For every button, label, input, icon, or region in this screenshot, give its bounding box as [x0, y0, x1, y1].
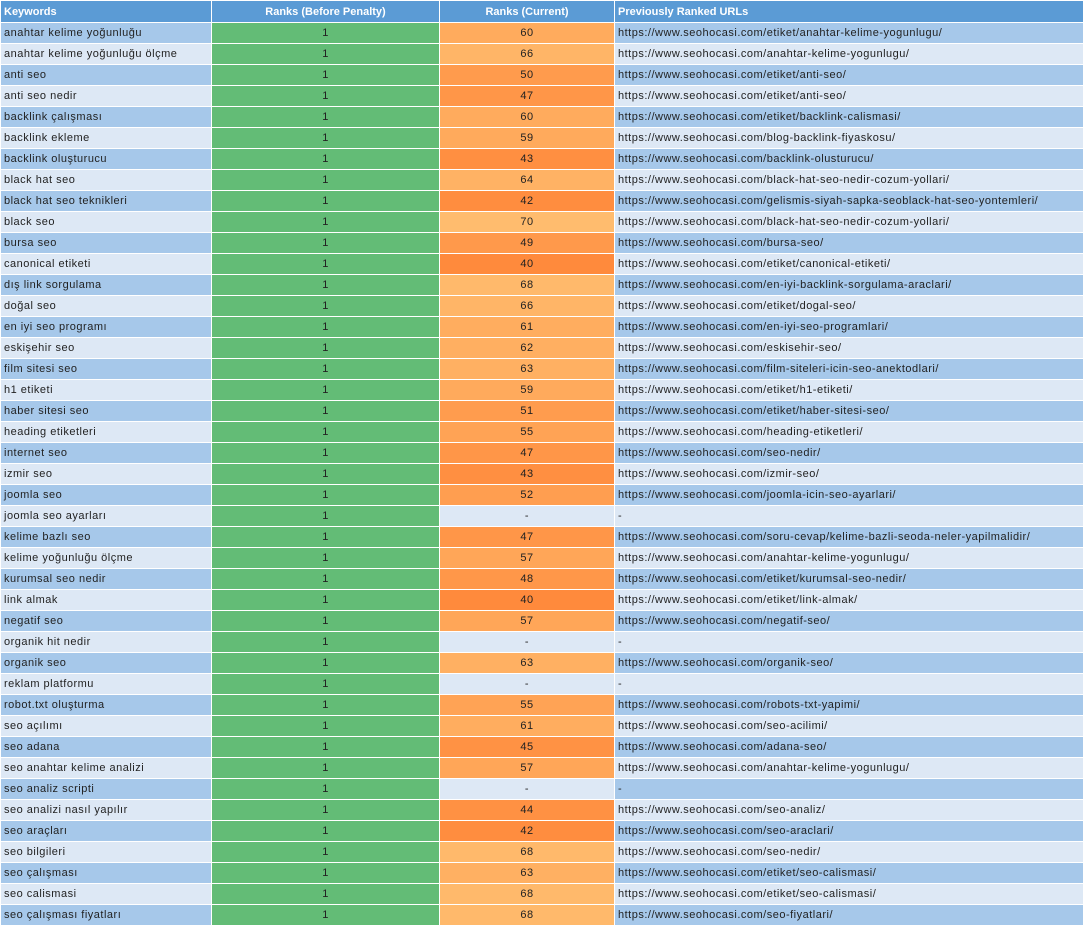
keyword-cell[interactable]: backlink çalışması: [1, 107, 212, 128]
table-row: [1, 695, 1083, 716]
table-row: [1, 401, 1083, 422]
table-row: [1, 737, 1083, 758]
rank-before-cell[interactable]: 1: [212, 191, 440, 212]
ranked-url-cell[interactable]: https://www.seohocasi.com/joomla-icin-seo-ayarlari/: [615, 485, 1083, 506]
rank-current-cell[interactable]: 59: [440, 380, 615, 401]
rank-before-cell[interactable]: 1: [212, 338, 440, 359]
table-row: [1, 884, 1083, 905]
rank-current-cell[interactable]: 66: [440, 44, 615, 65]
ranked-url-cell[interactable]: https://www.seohocasi.com/soru-cevap/kelime-bazli-seoda-neler-yapilmalidir/: [615, 527, 1083, 548]
ranked-url-cell[interactable]: https://www.seohocasi.com/organik-seo/: [615, 653, 1083, 674]
ranked-url-cell[interactable]: https://www.seohocasi.com/etiket/dogal-seo/: [615, 296, 1083, 317]
table-row: [1, 422, 1083, 443]
keyword-cell[interactable]: kelime yoğunluğu ölçme: [1, 548, 212, 569]
rank-current-cell[interactable]: 57: [440, 758, 615, 779]
rank-before-cell[interactable]: 1: [212, 611, 440, 632]
rank-before-cell[interactable]: 1: [212, 65, 440, 86]
table-row: [1, 758, 1083, 779]
table-row: [1, 716, 1083, 737]
rank-before-cell[interactable]: 1: [212, 737, 440, 758]
table-row: [1, 44, 1083, 65]
keyword-cell[interactable]: seo anahtar kelime analizi: [1, 758, 212, 779]
rank-before-cell[interactable]: 1: [212, 464, 440, 485]
ranked-url-cell[interactable]: https://www.seohocasi.com/backlink-olusturucu/: [615, 149, 1083, 170]
ranked-url-cell[interactable]: https://www.seohocasi.com/robots-txt-yapimi/: [615, 695, 1083, 716]
ranked-url-cell[interactable]: https://www.seohocasi.com/en-iyi-seo-programlari/: [615, 317, 1083, 338]
ranked-url-cell[interactable]: https://www.seohocasi.com/eskisehir-seo/: [615, 338, 1083, 359]
keyword-cell[interactable]: internet seo: [1, 443, 212, 464]
ranked-url-cell[interactable]: https://www.seohocasi.com/seo-araclari/: [615, 821, 1083, 842]
rank-current-cell[interactable]: 42: [440, 821, 615, 842]
rank-current-cell[interactable]: 55: [440, 422, 615, 443]
keyword-cell[interactable]: izmir seo: [1, 464, 212, 485]
keyword-cell[interactable]: seo calismasi: [1, 884, 212, 905]
keyword-cell[interactable]: heading etiketleri: [1, 422, 212, 443]
rank-current-cell[interactable]: 60: [440, 23, 615, 44]
ranked-url-cell[interactable]: -: [615, 779, 1083, 800]
rank-current-cell[interactable]: 68: [440, 275, 615, 296]
rank-before-cell[interactable]: 1: [212, 170, 440, 191]
rank-current-cell[interactable]: 62: [440, 338, 615, 359]
rank-before-cell[interactable]: 1: [212, 800, 440, 821]
rank-current-cell[interactable]: 64: [440, 170, 615, 191]
ranked-url-cell[interactable]: https://www.seohocasi.com/adana-seo/: [615, 737, 1083, 758]
ranked-url-cell[interactable]: https://www.seohocasi.com/izmir-seo/: [615, 464, 1083, 485]
table-row: [1, 107, 1083, 128]
table-row: [1, 863, 1083, 884]
rank-current-cell[interactable]: 50: [440, 65, 615, 86]
ranked-url-cell[interactable]: https://www.seohocasi.com/etiket/link-almak/: [615, 590, 1083, 611]
rank-current-cell[interactable]: 66: [440, 296, 615, 317]
table-row: [1, 443, 1083, 464]
ranked-url-cell[interactable]: https://www.seohocasi.com/anahtar-kelime-yogunlugu/: [615, 548, 1083, 569]
keywords-header[interactable]: Keywords: [1, 1, 212, 23]
table-row: [1, 296, 1083, 317]
ranked-url-cell[interactable]: https://www.seohocasi.com/seo-nedir/: [615, 842, 1083, 863]
rank-before-cell[interactable]: 1: [212, 653, 440, 674]
rank-before-cell[interactable]: 1: [212, 569, 440, 590]
keyword-cell[interactable]: joomla seo: [1, 485, 212, 506]
ranked-url-cell[interactable]: https://www.seohocasi.com/etiket/anahtar-kelime-yogunlugu/: [615, 23, 1083, 44]
rank-before-cell[interactable]: 1: [212, 884, 440, 905]
keyword-cell[interactable]: eskişehir seo: [1, 338, 212, 359]
ranked-url-cell[interactable]: https://www.seohocasi.com/black-hat-seo-nedir-cozum-yollari/: [615, 212, 1083, 233]
rank-current-cell[interactable]: 61: [440, 317, 615, 338]
keyword-cell[interactable]: en iyi seo programı: [1, 317, 212, 338]
ranked-url-cell[interactable]: https://www.seohocasi.com/heading-etiketleri/: [615, 422, 1083, 443]
ranked-url-cell[interactable]: https://www.seohocasi.com/etiket/backlink-calismasi/: [615, 107, 1083, 128]
header-row: [1, 1, 1083, 23]
rank-before-cell[interactable]: 1: [212, 716, 440, 737]
table-row: [1, 65, 1083, 86]
ranked-url-cell[interactable]: https://www.seohocasi.com/etiket/seo-calismasi/: [615, 884, 1083, 905]
keyword-cell[interactable]: seo analizi nasıl yapılır: [1, 800, 212, 821]
table-row: [1, 464, 1083, 485]
rank-current-cell[interactable]: 44: [440, 800, 615, 821]
keyword-cell[interactable]: reklam platformu: [1, 674, 212, 695]
keyword-cell[interactable]: kelime bazlı seo: [1, 527, 212, 548]
rank-before-header[interactable]: Ranks (Before Penalty): [212, 1, 440, 23]
rank-current-cell[interactable]: 68: [440, 905, 615, 926]
rank-current-cell[interactable]: 57: [440, 548, 615, 569]
rank-current-cell[interactable]: 57: [440, 611, 615, 632]
rank-before-cell[interactable]: 1: [212, 758, 440, 779]
table-row: [1, 611, 1083, 632]
rank-before-cell[interactable]: 1: [212, 212, 440, 233]
ranked-url-cell[interactable]: https://www.seohocasi.com/seo-acilimi/: [615, 716, 1083, 737]
rank-before-cell[interactable]: 1: [212, 317, 440, 338]
keyword-cell[interactable]: seo çalışması: [1, 863, 212, 884]
table-row: [1, 779, 1083, 800]
keyword-cell[interactable]: h1 etiketi: [1, 380, 212, 401]
keyword-cell[interactable]: seo analiz scripti: [1, 779, 212, 800]
table-row: [1, 674, 1083, 695]
ranked-url-cell[interactable]: -: [615, 632, 1083, 653]
table-row: [1, 632, 1083, 653]
table-row: [1, 128, 1083, 149]
rank-before-cell[interactable]: 1: [212, 380, 440, 401]
table-row: [1, 275, 1083, 296]
ranked-url-cell[interactable]: https://www.seohocasi.com/gelismis-siyah-sapka-seoblack-hat-seo-yontemleri/: [615, 191, 1083, 212]
ranked-url-cell[interactable]: https://www.seohocasi.com/etiket/anti-seo/: [615, 65, 1083, 86]
ranked-url-cell[interactable]: https://www.seohocasi.com/anahtar-kelime-yogunlugu/: [615, 44, 1083, 65]
rank-current-header[interactable]: Ranks (Current): [440, 1, 615, 23]
rank-current-cell[interactable]: 42: [440, 191, 615, 212]
rank-before-cell[interactable]: 1: [212, 485, 440, 506]
rank-before-cell[interactable]: 1: [212, 905, 440, 926]
keyword-cell[interactable]: robot.txt oluşturma: [1, 695, 212, 716]
keyword-cell[interactable]: organik hit nedir: [1, 632, 212, 653]
table-row: [1, 317, 1083, 338]
keyword-cell[interactable]: joomla seo ayarları: [1, 506, 212, 527]
keyword-cell[interactable]: anahtar kelime yoğunluğu ölçme: [1, 44, 212, 65]
rank-current-cell[interactable]: 61: [440, 716, 615, 737]
table-row: [1, 338, 1083, 359]
table-row: [1, 821, 1083, 842]
ranked-url-cell[interactable]: https://www.seohocasi.com/etiket/h1-etiketi/: [615, 380, 1083, 401]
rank-current-cell[interactable]: 40: [440, 590, 615, 611]
rank-before-cell[interactable]: 1: [212, 590, 440, 611]
ranked-url-cell[interactable]: https://www.seohocasi.com/etiket/kurumsal-seo-nedir/: [615, 569, 1083, 590]
rank-before-cell[interactable]: 1: [212, 359, 440, 380]
table-row: [1, 212, 1083, 233]
rank-before-cell[interactable]: 1: [212, 86, 440, 107]
table-row: [1, 170, 1083, 191]
table-row: [1, 590, 1083, 611]
rank-current-cell[interactable]: 59: [440, 128, 615, 149]
keyword-cell[interactable]: doğal seo: [1, 296, 212, 317]
table-row: [1, 548, 1083, 569]
keyword-cell[interactable]: black seo: [1, 212, 212, 233]
rank-current-cell[interactable]: -: [440, 632, 615, 653]
rank-current-cell[interactable]: 45: [440, 737, 615, 758]
table-row: [1, 653, 1083, 674]
rank-current-cell[interactable]: 47: [440, 86, 615, 107]
rank-current-cell[interactable]: -: [440, 674, 615, 695]
table-row: [1, 842, 1083, 863]
rank-before-cell[interactable]: 1: [212, 821, 440, 842]
ranked-url-cell[interactable]: https://www.seohocasi.com/etiket/canonical-etiketi/: [615, 254, 1083, 275]
rank-before-cell[interactable]: 1: [212, 695, 440, 716]
keyword-cell[interactable]: black hat seo teknikleri: [1, 191, 212, 212]
rank-current-cell[interactable]: 48: [440, 569, 615, 590]
ranked-url-cell[interactable]: https://www.seohocasi.com/etiket/anti-seo/: [615, 86, 1083, 107]
rank-before-cell[interactable]: 1: [212, 842, 440, 863]
ranked-url-cell[interactable]: https://www.seohocasi.com/bursa-seo/: [615, 233, 1083, 254]
ranked-url-cell[interactable]: -: [615, 674, 1083, 695]
ranked-url-cell[interactable]: https://www.seohocasi.com/seo-analiz/: [615, 800, 1083, 821]
rank-before-cell[interactable]: 1: [212, 23, 440, 44]
keyword-cell[interactable]: film sitesi seo: [1, 359, 212, 380]
rank-before-cell[interactable]: 1: [212, 275, 440, 296]
rank-current-cell[interactable]: 60: [440, 107, 615, 128]
rank-before-cell[interactable]: 1: [212, 149, 440, 170]
rank-before-cell[interactable]: 1: [212, 863, 440, 884]
ranked-url-cell[interactable]: https://www.seohocasi.com/film-siteleri-icin-seo-anektodlari/: [615, 359, 1083, 380]
rank-before-cell[interactable]: 1: [212, 674, 440, 695]
ranked-url-cell[interactable]: https://www.seohocasi.com/negatif-seo/: [615, 611, 1083, 632]
ranked-url-cell[interactable]: https://www.seohocasi.com/seo-fiyatlari/: [615, 905, 1083, 926]
keyword-cell[interactable]: black hat seo: [1, 170, 212, 191]
rank-current-cell[interactable]: 40: [440, 254, 615, 275]
table-row: [1, 569, 1083, 590]
ranked-url-cell[interactable]: https://www.seohocasi.com/black-hat-seo-nedir-cozum-yollari/: [615, 170, 1083, 191]
rank-before-cell[interactable]: 1: [212, 506, 440, 527]
rank-current-cell[interactable]: 49: [440, 233, 615, 254]
rank-current-cell[interactable]: 52: [440, 485, 615, 506]
rank-before-cell[interactable]: 1: [212, 632, 440, 653]
table-row: [1, 86, 1083, 107]
rank-current-cell[interactable]: -: [440, 506, 615, 527]
keyword-cell[interactable]: canonical etiketi: [1, 254, 212, 275]
table-row: [1, 233, 1083, 254]
rank-current-cell[interactable]: 55: [440, 695, 615, 716]
keyword-cell[interactable]: anti seo nedir: [1, 86, 212, 107]
keyword-cell[interactable]: negatif seo: [1, 611, 212, 632]
rank-before-cell[interactable]: 1: [212, 296, 440, 317]
keyword-cell[interactable]: organik seo: [1, 653, 212, 674]
ranked-url-cell[interactable]: https://www.seohocasi.com/seo-nedir/: [615, 443, 1083, 464]
keyword-cell[interactable]: seo adana: [1, 737, 212, 758]
rank-current-cell[interactable]: 63: [440, 653, 615, 674]
rank-before-cell[interactable]: 1: [212, 422, 440, 443]
table-row: [1, 905, 1083, 926]
rank-before-cell[interactable]: 1: [212, 527, 440, 548]
ranked-url-cell[interactable]: https://www.seohocasi.com/etiket/haber-sitesi-seo/: [615, 401, 1083, 422]
table-row: [1, 527, 1083, 548]
rank-before-cell[interactable]: 1: [212, 44, 440, 65]
rank-before-cell[interactable]: 1: [212, 779, 440, 800]
keyword-cell[interactable]: bursa seo: [1, 233, 212, 254]
table-body: [1, 23, 1083, 926]
keyword-cell[interactable]: dış link sorgulama: [1, 275, 212, 296]
keyword-cell[interactable]: backlink ekleme: [1, 128, 212, 149]
table-row: [1, 23, 1083, 44]
table-row: [1, 380, 1083, 401]
rank-current-cell[interactable]: 63: [440, 359, 615, 380]
rank-current-cell[interactable]: -: [440, 779, 615, 800]
rank-current-cell[interactable]: 68: [440, 884, 615, 905]
keyword-cell[interactable]: kurumsal seo nedir: [1, 569, 212, 590]
rank-current-cell[interactable]: 70: [440, 212, 615, 233]
ranked-url-cell[interactable]: https://www.seohocasi.com/etiket/seo-calismasi/: [615, 863, 1083, 884]
rank-before-cell[interactable]: 1: [212, 107, 440, 128]
table-row: [1, 359, 1083, 380]
rank-before-cell[interactable]: 1: [212, 128, 440, 149]
keyword-cell[interactable]: backlink oluşturucu: [1, 149, 212, 170]
keyword-cell[interactable]: seo çalışması fiyatları: [1, 905, 212, 926]
keyword-cell[interactable]: haber sitesi seo: [1, 401, 212, 422]
rank-current-cell[interactable]: 68: [440, 842, 615, 863]
rank-before-cell[interactable]: 1: [212, 548, 440, 569]
keyword-cell[interactable]: seo bilgileri: [1, 842, 212, 863]
table-row: [1, 485, 1083, 506]
ranked-url-cell[interactable]: https://www.seohocasi.com/en-iyi-backlink-sorgulama-araclari/: [615, 275, 1083, 296]
table-row: [1, 506, 1083, 527]
keyword-cell[interactable]: seo açılımı: [1, 716, 212, 737]
rank-current-cell[interactable]: 47: [440, 443, 615, 464]
urls-header[interactable]: Previously Ranked URLs: [615, 1, 1083, 23]
keyword-cell[interactable]: anahtar kelime yoğunluğu: [1, 23, 212, 44]
rank-before-cell[interactable]: 1: [212, 401, 440, 422]
rank-current-cell[interactable]: 51: [440, 401, 615, 422]
keyword-cell[interactable]: link almak: [1, 590, 212, 611]
rank-before-cell[interactable]: 1: [212, 254, 440, 275]
rank-current-cell[interactable]: 43: [440, 464, 615, 485]
keyword-cell[interactable]: anti seo: [1, 65, 212, 86]
rank-current-cell[interactable]: 63: [440, 863, 615, 884]
rank-before-cell[interactable]: 1: [212, 233, 440, 254]
table-row: [1, 191, 1083, 212]
table-row: [1, 149, 1083, 170]
keyword-cell[interactable]: seo araçları: [1, 821, 212, 842]
rank-current-cell[interactable]: 43: [440, 149, 615, 170]
ranked-url-cell[interactable]: -: [615, 506, 1083, 527]
table-row: [1, 254, 1083, 275]
table-row: [1, 800, 1083, 821]
ranked-url-cell[interactable]: https://www.seohocasi.com/blog-backlink-fiyaskosu/: [615, 128, 1083, 149]
ranked-url-cell[interactable]: https://www.seohocasi.com/anahtar-kelime-yogunlugu/: [615, 758, 1083, 779]
rank-before-cell[interactable]: 1: [212, 443, 440, 464]
rank-current-cell[interactable]: 47: [440, 527, 615, 548]
